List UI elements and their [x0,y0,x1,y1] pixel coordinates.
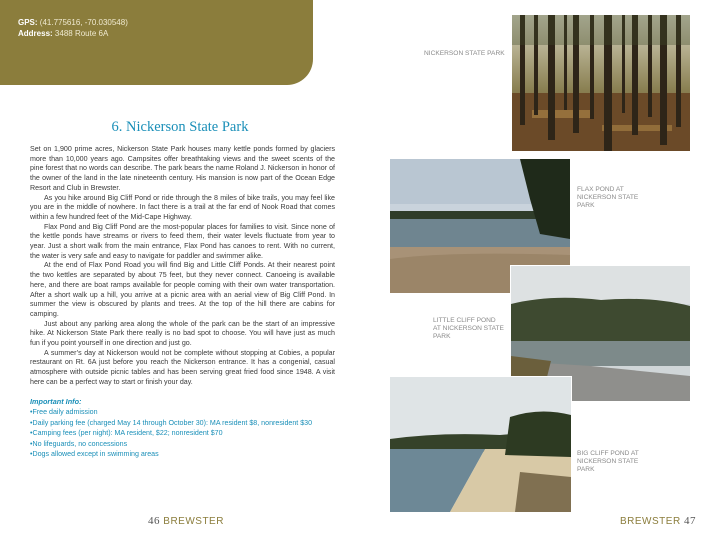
info-heading: Important Info: [30,397,82,406]
gps-line [18,18,128,27]
info-item: • Free daily admission [30,407,340,418]
caption-line: PARK [433,333,451,341]
address-value: 3488 Route 6A [54,29,109,38]
right-page [360,0,720,540]
caption-line: NICKERSON STATE [577,458,639,466]
caption-big-cliff [577,450,639,475]
paragraph: Just about any parking area along the whole of the park can be the start of an impressive hike. At Nickerson State Park there really is no bad spot to choose. You will have just as much fun if you point yourself in one direction and just go. [30,319,335,348]
gps-label: GPS: [18,18,38,27]
caption-little-cliff [433,317,504,342]
info-item: • Daily parking fee (charged May 14 through October 30): MA resident $8, nonresident $30 [30,418,340,429]
running-head: BREWSTER [620,516,681,527]
gps-value: (41.775616, -70.030548) [39,18,128,27]
caption-flax-pond [577,186,638,211]
info-item: • No lifeguards, no concessions [30,439,340,450]
address-line [18,29,108,38]
section-title: 6. Nickerson State Park [111,119,249,135]
info-item: • Dogs allowed except in swimming areas [30,449,340,460]
caption-forest: NICKERSON STATE PARK [424,50,505,57]
right-folio [620,515,696,527]
page-number: 47 [683,515,696,527]
info-item: • Camping fees (per night): MA resident, $22; nonresident $70 [30,428,340,439]
left-folio [148,515,224,527]
caption-line: FLAX POND AT [577,186,624,193]
article-body [30,145,335,388]
paragraph: Flax Pond and Big Cliff Pond are the most-popular places for families to visit. Since none of the kettle ponds have streams or rivers to feed them, their water levels fluctuate from year to year. Just a short walk from the main entrance, Flax Pond has canoes to rent. With no current, the water is very safe and easy to navigate for paddler and swimmer alike. [30,222,335,260]
forest-photo [511,14,691,152]
caption-line: LITTLE CLIFF POND [433,317,496,324]
address-label: Address: [18,29,53,38]
paragraph: Set on 1,900 prime acres, Nickerson State Park houses many kettle ponds formed by glaciers more than 10,000 years ago. Campsites offer breathtaking views and the sweet scents of the pine forest that no words can describe. The park bears the name Roland J. Nickerson in honor of the owner of the land in the late nineteenth century. His mansion is now part of the Ocean Edge Resort and Club in Brewster. [30,145,335,192]
caption-line: PARK [577,466,595,474]
big-cliff-pond-photo [389,376,572,513]
caption-line: NICKERSON STATE [577,194,639,202]
caption-line: AT NICKERSON STATE [433,325,504,333]
paragraph: At the end of Flax Pond Road you will find Big and Little Cliff Ponds. At their nearest point the two kettles are separated by about 75 feet, but they never connect. Canoeing is available here, and there are boat ramps available for people coming with their own water transportation. After a short walk up a hill, you arrive at a picnic area with an aerial view of Big Cliff Pond. In summer the view is obscured by plants and trees. At the top of the hill there are cabins for camping. [30,261,335,318]
paragraph: As you hike around Big Cliff Pond or ride through the 8 miles of bike trails, you may feel like you are in the middle of nowhere. In fact there is a trail at the far end of Nook Road that comes within a few hundred feet of the Mid-Cape Highway. [30,193,335,221]
paragraph: A summer’s day at Nickerson would not be complete without stopping at Cobies, a popular restaurant on Rt. 6A just before you reach the Nickerson entrance. It has a congenial, casual atmosphere with outside picnic tables and has been serving great fried food since 1948. A visit here can be a perfect way to start or finish your day. [30,348,335,386]
running-head: BREWSTER [163,516,224,527]
location-box [0,0,313,85]
page-number: 46 [148,515,160,527]
caption-line: PARK [577,202,595,210]
info-list [30,407,340,460]
caption-line: BIG CLIFF POND AT [577,450,639,457]
